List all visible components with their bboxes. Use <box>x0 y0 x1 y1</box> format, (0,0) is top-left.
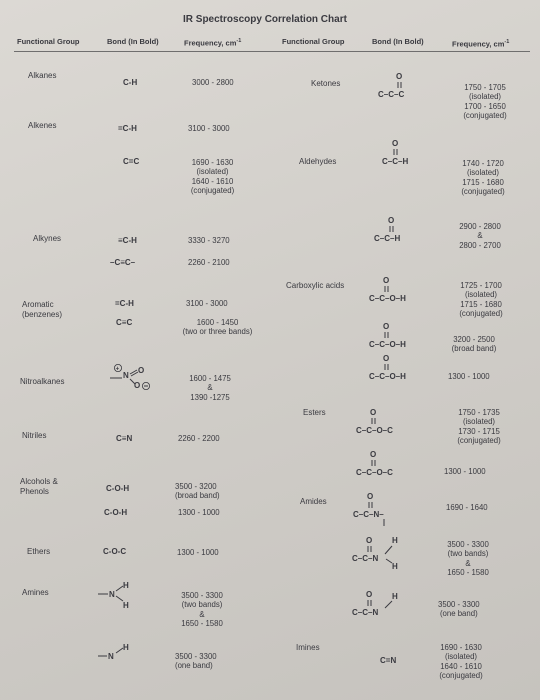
freq-esters-co: 1750 - 1735 (isolated) 1730 - 1715 (conjugated) <box>457 408 501 446</box>
freq-imines: 1690 - 1630 (isolated) 1640 - 1610 (conjugated) <box>439 643 483 681</box>
svg-text:O: O <box>370 408 377 417</box>
svg-text:O: O <box>366 536 373 545</box>
bond-ethers: C-O-C <box>103 547 127 556</box>
svg-text:N: N <box>108 652 114 661</box>
svg-text:O: O <box>383 354 390 363</box>
ester-c-o-structure <box>356 450 416 480</box>
svg-text:C–C–O–C: C–C–O–C <box>356 468 393 477</box>
freq-alkenes-cc: 1690 - 1630 (isolated) 1640 - 1610 (conjugated) <box>190 158 235 196</box>
group-alkynes: Alkynes <box>33 234 62 243</box>
group-alcohols-phenols: Alcohols & Phenols <box>20 477 58 496</box>
group-amides: Amides <box>300 497 327 506</box>
bond-aromatic-cc: C≡C <box>116 318 133 327</box>
bond-alkynes-cc: –C≡C– <box>110 258 136 267</box>
group-aromatic: Aromatic (benzenes) <box>22 300 63 319</box>
group-carboxylic-acids: Carboxylic acids <box>286 281 345 290</box>
freq-alkynes-ch: 3330 - 3270 <box>188 236 230 245</box>
freq-alkenes-ch: 3100 - 3000 <box>188 124 230 133</box>
freq-amines-secondary: 3500 - 3300 (one band) <box>175 652 217 671</box>
freq-ethers: 1300 - 1000 <box>177 548 219 557</box>
ester-co-structure <box>356 408 416 438</box>
primary-amine-structure <box>98 580 142 610</box>
aldehyde-co-structure <box>382 139 432 169</box>
freq-amides-co: 1690 - 1640 <box>446 503 488 512</box>
header-frequency-right: Frequency, $cm^{-1}$ <box>452 39 510 49</box>
freq-alcohols-oh: 3500 - 3200 (broad band) <box>175 482 220 501</box>
group-aldehydes: Aldehydes <box>299 157 337 166</box>
svg-text:O: O <box>383 322 390 331</box>
svg-text:H: H <box>392 536 398 545</box>
svg-text:H: H <box>392 562 398 571</box>
page-title: IR Spectroscopy Correlation Chart <box>183 14 347 25</box>
header-bond-right: Bond (In Bold) <box>372 37 424 46</box>
bond-imines: C=N <box>380 656 397 665</box>
freq-carboxylic-co: 1725 - 1700 (isolated) 1715 - 1680 (conjugated) <box>459 281 503 319</box>
freq-alkynes-cc: 2260 - 2100 <box>188 258 230 267</box>
svg-text:C–C–C: C–C–C <box>378 90 405 99</box>
carboxylic-c-o-structure <box>369 354 429 384</box>
header-bond-left: Bond (In Bold) <box>107 37 159 46</box>
freq-amines-primary: 3500 - 3300 (two bands) & 1650 - 1580 <box>181 591 223 629</box>
svg-text:C–C–O–C: C–C–O–C <box>356 426 393 435</box>
freq-alkanes: 3000 - 2800 <box>192 78 234 87</box>
freq-amides-nh2: 3500 - 3300 (two bands) & 1650 - 1580 <box>447 540 489 578</box>
freq-aldehydes-ch: 2900 - 2800 & 2800 - 2700 <box>459 222 501 250</box>
svg-text:H: H <box>123 601 129 610</box>
svg-text:+: + <box>115 366 120 373</box>
svg-text:C–C–N–: C–C–N– <box>353 510 384 519</box>
group-esters: Esters <box>303 408 326 417</box>
svg-text:H: H <box>392 592 398 601</box>
bond-alkynes-ch: ≡C-H <box>118 236 137 245</box>
svg-text:C–C–N: C–C–N <box>352 608 379 617</box>
freq-carboxylic-oh: 3200 - 2500 (broad band) <box>451 335 497 354</box>
svg-text:O: O <box>138 366 145 375</box>
freq-nitroalkanes: 1600 - 1475 & 1390 -1275 <box>189 374 231 402</box>
header-rule <box>14 51 530 52</box>
group-ketones: Ketones <box>311 79 341 88</box>
svg-text:O: O <box>392 139 399 148</box>
group-nitriles: Nitriles <box>22 431 47 440</box>
bond-alkenes-ch: =C-H <box>118 124 137 133</box>
svg-text:O: O <box>396 72 403 81</box>
freq-amides-nh: 3500 - 3300 (one band) <box>438 600 480 619</box>
amide-nh2-structure <box>352 536 412 572</box>
svg-text:C–C–O–H: C–C–O–H <box>369 340 406 349</box>
nitro-group-structure <box>110 364 154 394</box>
header-frequency-left: Frequency, $cm^{-1}$ <box>184 38 242 48</box>
freq-esters-c-o: 1300 - 1000 <box>444 467 486 476</box>
header-functional-group-right: Functional Group <box>282 37 345 46</box>
freq-aldehydes-co: 1740 - 1720 (isolated) 1715 - 1680 (conjugated) <box>461 159 505 197</box>
freq-carboxylic-c-o: 1300 - 1000 <box>448 372 490 381</box>
group-amines: Amines <box>22 588 49 597</box>
bond-alcohols-co: C-O-H <box>104 508 128 517</box>
bond-aromatic-ch: =C-H <box>115 299 134 308</box>
svg-text:C–C–H: C–C–H <box>374 234 401 243</box>
svg-text:O: O <box>367 492 374 501</box>
svg-text:O: O <box>383 276 390 285</box>
aldehyde-ch-structure <box>374 216 424 246</box>
group-alkanes: Alkanes <box>28 71 57 80</box>
svg-text:H: H <box>123 581 129 590</box>
svg-text:H: H <box>123 643 129 652</box>
svg-text:C–C–H: C–C–H <box>382 157 409 166</box>
secondary-amine-structure <box>98 642 142 666</box>
amide-co-structure <box>353 492 413 528</box>
bond-nitriles: C≡N <box>116 434 133 443</box>
svg-text:O: O <box>134 381 141 390</box>
freq-ketones: 1750 - 1705 (isolated) 1700 - 1650 (conjugated) <box>463 83 507 121</box>
freq-alcohols-co: 1300 - 1000 <box>178 508 220 517</box>
svg-text:C–C–O–H: C–C–O–H <box>369 294 406 303</box>
svg-text:O: O <box>366 590 373 599</box>
carboxylic-oh-structure <box>369 322 429 352</box>
header-functional-group-left: Functional Group <box>17 37 80 46</box>
svg-text:C–C–N: C–C–N <box>352 554 379 563</box>
ketone-structure <box>378 72 428 102</box>
bond-alcohols-oh: C-O-H <box>106 484 130 493</box>
freq-aromatic-ch: 3100 - 3000 <box>186 299 228 308</box>
carboxylic-co-structure <box>369 276 429 306</box>
bond-alkenes-cc: C=C <box>123 157 140 166</box>
svg-text:O: O <box>370 450 377 459</box>
svg-text:N: N <box>123 371 129 380</box>
svg-text:O: O <box>388 216 395 225</box>
group-alkenes: Alkenes <box>28 121 57 130</box>
group-ethers: Ethers <box>27 547 51 556</box>
group-nitroalkanes: Nitroalkanes <box>20 377 65 386</box>
amide-nh-structure <box>352 590 412 620</box>
freq-nitriles: 2260 - 2200 <box>178 434 220 443</box>
freq-aromatic-cc: 1600 - 1450 (two or three bands) <box>182 318 253 337</box>
svg-text:C–C–O–H: C–C–O–H <box>369 372 406 381</box>
group-imines: Imines <box>296 643 320 652</box>
bond-alkanes: C-H <box>123 78 138 87</box>
svg-text:N: N <box>109 590 115 599</box>
